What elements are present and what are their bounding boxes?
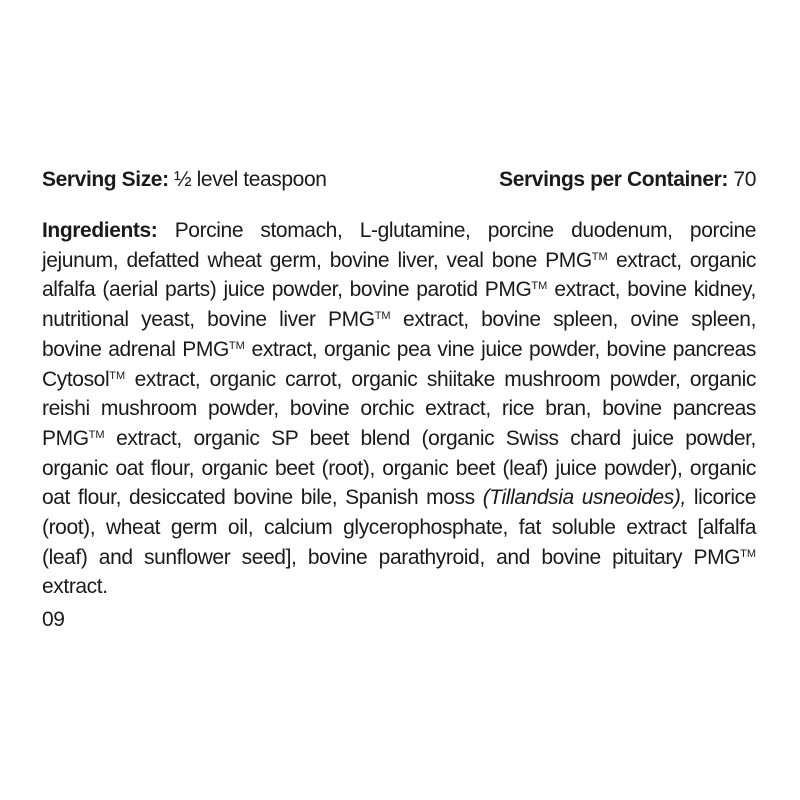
ingredient-segment: extract, bovine kidney, nutritional yeast, bovine liver PMG (42, 278, 756, 332)
trademark-mark: TM (740, 547, 756, 560)
ingredient-segment: extract, bovine spleen, ovine spleen, bovine adrenal PMG (42, 308, 757, 361)
trademark-mark: TM (88, 428, 105, 441)
ingredient-segment: extract, organic alfalfa (aerial parts) juice powder, bovine parotid PMG (42, 248, 756, 302)
ingredient-segment: extract, organic SP beet blend (organic Swiss chard juice powder, organic oat flour, organic beet (root), organic beet (leaf) juice powder), organic oat flour, desiccated bovine bile, Spanish moss (42, 426, 756, 510)
trademark-mark: TM (591, 250, 608, 263)
servings-per-container-label: Servings per Container: (499, 168, 728, 191)
trademark-mark: TM (228, 339, 245, 352)
ingredient-segment: extract, organic pea vine juice powder, bovine pancreas Cytosol (42, 337, 756, 391)
trademark-mark: TM (374, 310, 391, 323)
serving-info-row (42, 168, 756, 192)
ingredient-segment: Porcine stomach, L-glutamine, porcine duodenum, porcine jejunum, defatted wheat germ, bovine liver, veal bone PMG (42, 219, 756, 272)
serving-size (42, 168, 327, 192)
serving-size-value: ½ level teaspoon (168, 168, 327, 191)
ingredient-segment: extract. (42, 575, 108, 599)
servings-per-container (499, 168, 756, 192)
ingredients-paragraph (42, 216, 756, 602)
ingredient-segment: extract, organic carrot, organic shiitake mushroom powder, organic reishi mushroom powder, bovine orchic extract, rice bran, bovine pancreas PMG (42, 367, 756, 450)
ingredients-text (42, 219, 756, 598)
trademark-mark: TM (109, 369, 126, 382)
trademark-mark: TM (531, 280, 548, 293)
ingredients-label: Ingredients: (42, 219, 158, 242)
botanical-name: (Tillandsia usneoides), (482, 486, 686, 510)
serving-size-label: Serving Size: (42, 168, 169, 191)
servings-per-container-value: 70 (728, 168, 756, 191)
ingredient-segment: licorice (root), wheat germ oil, calcium glycerophosphate, fat soluble extract [alfalfa (leaf) and sunflower seed], bovine parathyroid, and bovine pituitary PMG (42, 486, 756, 569)
product-code: 09 (42, 608, 65, 631)
